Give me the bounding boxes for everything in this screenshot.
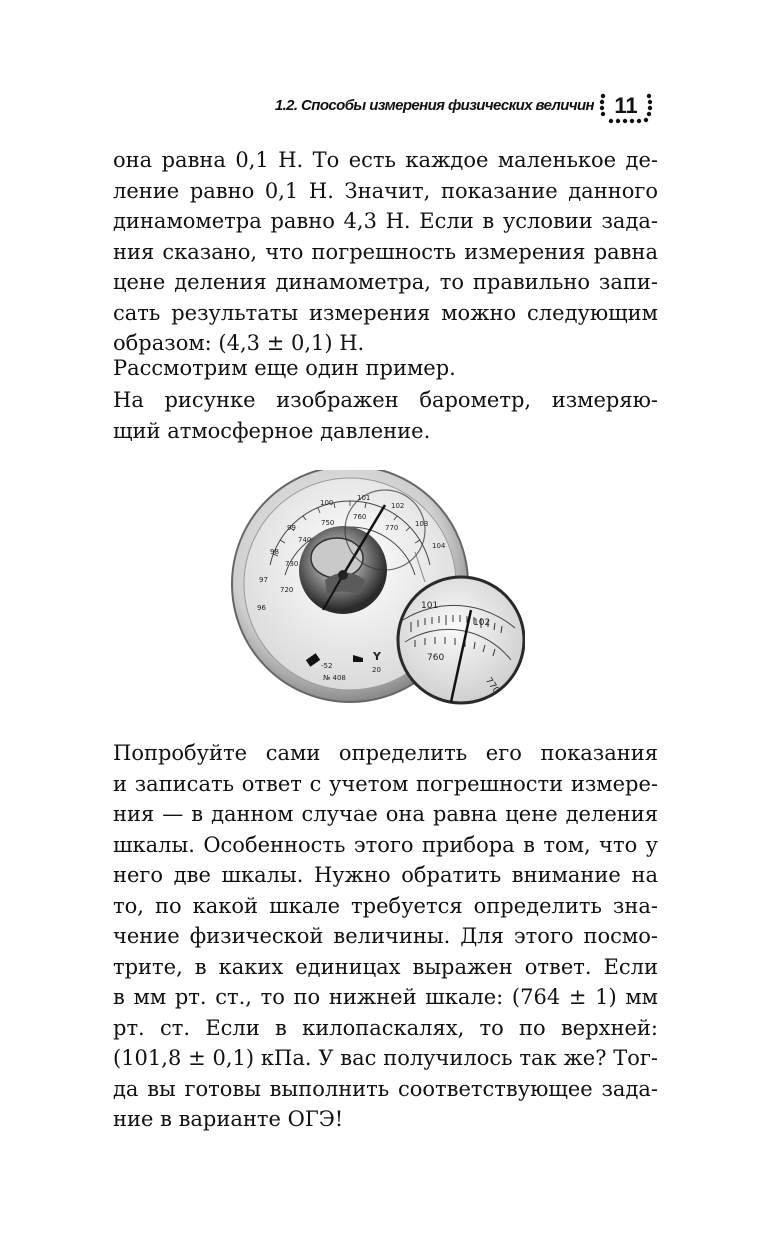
magnifier-label: 101 bbox=[421, 601, 439, 611]
text-line: в мм рт. ст., то по нижней шкале: (764 ± 1) мм bbox=[113, 985, 658, 1009]
text-line: него две шкалы. Нужно обратить внимание на bbox=[113, 863, 658, 887]
text-line: Рассмотрим еще один пример. bbox=[113, 356, 456, 380]
magnifier-label: 760 bbox=[427, 653, 445, 663]
scale-label: 104 bbox=[432, 542, 446, 550]
text-line: ние в варианте ОГЭ! bbox=[113, 1107, 344, 1131]
dial-label: Y bbox=[373, 650, 381, 663]
magnifier-inset bbox=[398, 577, 524, 703]
text-line: рт. ст. Если в килопаскалях, то по верхней: bbox=[113, 1015, 658, 1040]
paragraph-1 bbox=[113, 145, 658, 359]
text-line: ление равно 0,1 Н. Значит, показание данного bbox=[113, 178, 658, 203]
text-line: трите, в каких единицах выражен ответ. Если bbox=[113, 954, 658, 979]
scale-label: 760 bbox=[353, 513, 367, 521]
scale-label: 96 bbox=[257, 604, 266, 612]
text-line: (101,8 ± 0,1) кПа. У вас получилось так же? Тог- bbox=[113, 1046, 658, 1070]
scale-label: 720 bbox=[280, 586, 294, 594]
running-header: 1.2. Способы измерения физических величин bbox=[274, 97, 594, 114]
text-line: чение физической величины. Для этого посмо- bbox=[113, 924, 658, 948]
text-line: щий атмосферное давление. bbox=[113, 418, 431, 443]
paragraph-4 bbox=[113, 738, 658, 1135]
scale-label: 98 bbox=[270, 548, 279, 556]
text-line: На рисунке изображен барометр, измеряю- bbox=[113, 388, 658, 412]
text-line: цене деления динамометра, то правильно запи- bbox=[113, 270, 658, 294]
magnifier-label: 770 bbox=[482, 676, 502, 696]
scale-label: 99 bbox=[287, 524, 296, 532]
scale-label: 770 bbox=[385, 524, 399, 532]
page-number-badge bbox=[597, 88, 655, 124]
text-line: и записать ответ с учетом погрешности измере- bbox=[113, 771, 658, 796]
dial-label: № 408 bbox=[323, 674, 346, 682]
dial-label: 20 bbox=[372, 666, 381, 674]
scale-label: 103 bbox=[415, 520, 429, 528]
text-line: сать результаты измерения можно следующим bbox=[113, 300, 658, 325]
scale-label: 740 bbox=[298, 536, 312, 544]
text-line: да вы готовы выполнить соответствующее зада- bbox=[113, 1076, 658, 1101]
text-line: ния сказано, что погрешность измерения равна bbox=[113, 239, 658, 264]
paragraph-2 bbox=[113, 353, 658, 384]
scale-label: 101 bbox=[357, 494, 371, 502]
dial-label: -52 bbox=[321, 662, 333, 670]
text-line: она равна 0,1 Н. То есть каждое маленькое де- bbox=[113, 148, 658, 172]
text-line: динамометра равно 4,3 Н. Если в условии зада- bbox=[113, 209, 658, 233]
scale-label: 100 bbox=[320, 499, 334, 507]
text-line: Попробуйте сами определить его показания bbox=[113, 741, 658, 765]
text-line: то, по какой шкале требуется определить зна- bbox=[113, 893, 658, 918]
scale-label: 97 bbox=[259, 576, 268, 584]
magnifier-label: 102 bbox=[473, 618, 491, 628]
text-line: шкалы. Особенность этого прибора в том, что у bbox=[113, 832, 658, 857]
paragraph-3 bbox=[113, 385, 658, 446]
scale-label: 102 bbox=[391, 502, 405, 510]
page-number: 11 bbox=[614, 93, 638, 118]
text-line: ния — в данном случае она равна цене деления bbox=[113, 802, 658, 826]
scale-label: 750 bbox=[321, 519, 335, 527]
text-line: образом: (4,3 ± 0,1) Н. bbox=[113, 331, 365, 355]
barometer-figure bbox=[225, 470, 525, 712]
scale-label: 730 bbox=[285, 560, 299, 568]
